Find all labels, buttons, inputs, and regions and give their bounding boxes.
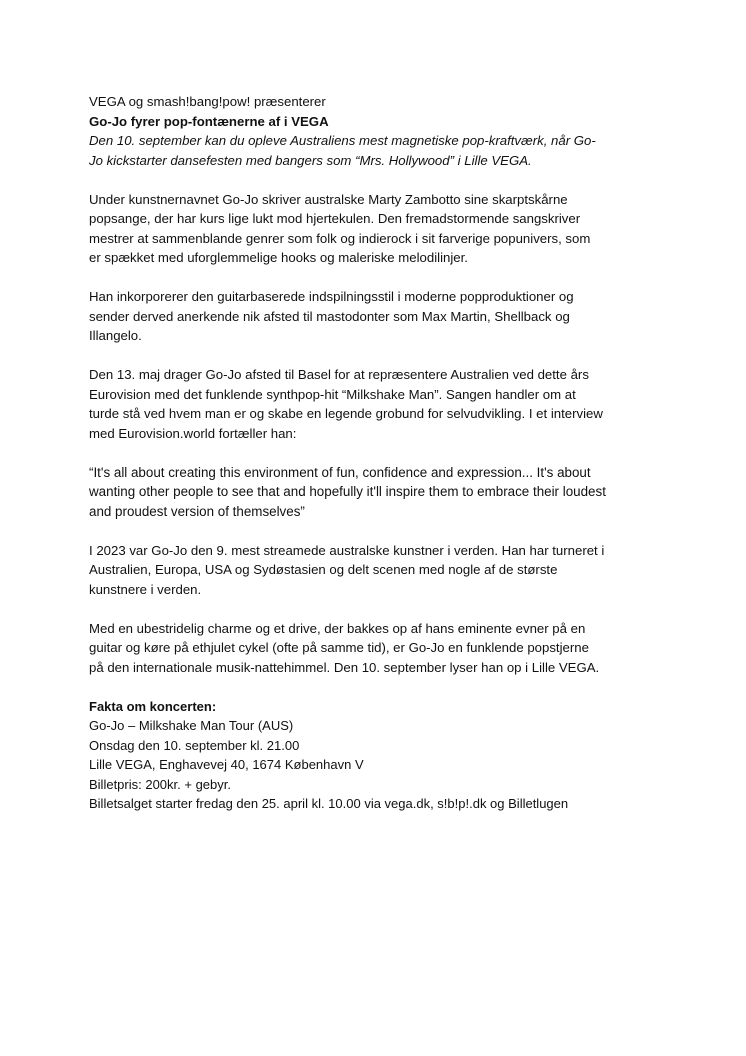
facts-line: Lille VEGA, Enghavevej 40, 1674 København V bbox=[89, 757, 364, 772]
paragraph-spacer bbox=[89, 521, 669, 541]
body-paragraph-eurovision bbox=[89, 365, 669, 443]
paragraph-line: turde stå ved hvem man er og skabe en legende grobund for selvudvikling. I et interview bbox=[89, 406, 603, 421]
lead-line: Jo kickstarter dansefesten med bangers som “Mrs. Hollywood” i Lille VEGA. bbox=[89, 152, 532, 168]
body-paragraph-style bbox=[89, 287, 669, 346]
facts-line: Billetpris: 200kr. + gebyr. bbox=[89, 776, 231, 792]
quote-line: “It's all about creating this environment of fun, confidence and expression... It's about bbox=[89, 464, 591, 480]
presenter-line: VEGA og smash!bang!pow! præsenterer bbox=[89, 94, 326, 109]
lead-line: Den 10. september kan du opleve Australiens mest magnetiske pop-kraftværk, når Go- bbox=[89, 133, 596, 148]
facts-line: Billetsalget starter fredag den 25. april kl. 10.00 via vega.dk, s!b!p!.dk og Billetlugen bbox=[89, 796, 569, 811]
paragraph-line: I 2023 var Go-Jo den 9. mest streamede australske kunstner i verden. Han har turneret i bbox=[89, 542, 605, 558]
body-paragraph-streaming bbox=[89, 541, 669, 600]
paragraph-line: Den 13. maj drager Go-Jo afsted til Basel for at repræsentere Australien ved dette års bbox=[89, 367, 589, 382]
body-paragraph-intro bbox=[89, 190, 669, 268]
paragraph-spacer bbox=[89, 677, 669, 697]
paragraph-line: Eurovision med det funklende synthpop-hit “Milkshake Man”. Sangen handler om at bbox=[89, 386, 576, 402]
body-paragraph-charm bbox=[89, 619, 669, 678]
paragraph-line: Under kunstnernavnet Go-Jo skriver australske Marty Zambotto sine skarptskårne bbox=[89, 191, 568, 207]
paragraph-line: Australien, Europa, USA og Sydøstasien og delt scenen med nogle af de største bbox=[89, 562, 558, 577]
paragraph-spacer bbox=[89, 170, 669, 190]
paragraph-line: Han inkorporerer den guitarbaserede indspilningsstil i moderne popproduktioner og bbox=[89, 289, 574, 304]
paragraph-spacer bbox=[89, 599, 669, 619]
facts-line: Go-Jo – Milkshake Man Tour (AUS) bbox=[89, 718, 294, 733]
paragraph-line: mestrer at sammenblande genrer som folk og indierock i sit farverige popunivers, som bbox=[89, 230, 591, 246]
paragraph-spacer bbox=[89, 443, 669, 463]
facts-line: Onsdag den 10. september kl. 21.00 bbox=[89, 737, 300, 753]
paragraph-line: Med en ubestridelig charme og et drive, der bakkes op af hans eminente evner på en bbox=[89, 620, 586, 636]
headline: Go-Jo fyrer pop-fontænerne af i VEGA bbox=[89, 113, 329, 129]
quote-line: and proudest version of themselves” bbox=[89, 503, 305, 519]
paragraph-line: på den internationale musik-nattehimmel. Den 10. september lyser han op i Lille VEGA. bbox=[89, 659, 600, 675]
paragraph-line: kunstnere i verden. bbox=[89, 581, 202, 597]
paragraph-line: med Eurovision.world fortæller han: bbox=[89, 425, 297, 441]
paragraph-spacer bbox=[89, 346, 669, 366]
paragraph-line: er spækket med uforglemmelige hooks og maleriske melodilinjer. bbox=[89, 250, 468, 265]
paragraph-line: guitar og køre på ethjulet cykel (ofte på samme tid), er Go-Jo en funklende popstjerne bbox=[89, 640, 589, 655]
concert-facts bbox=[89, 697, 669, 814]
quote-line: wanting other people to see that and hopefully it'll inspire them to embrace their loudest bbox=[89, 484, 606, 499]
paragraph-line: sender derved anerkende nik afsted til mastodonter som Max Martin, Shellback og bbox=[89, 308, 570, 324]
paragraph-line: popsange, der har kurs lige lukt mod hjertekulen. Den fremadstormende sangskriver bbox=[89, 211, 581, 226]
lead-paragraph bbox=[89, 131, 669, 170]
artist-quote bbox=[89, 463, 669, 522]
paragraph-line: Illangelo. bbox=[89, 328, 142, 343]
facts-heading: Fakta om koncerten: bbox=[89, 698, 217, 714]
paragraph-spacer bbox=[89, 268, 669, 288]
press-release-document bbox=[89, 92, 669, 814]
